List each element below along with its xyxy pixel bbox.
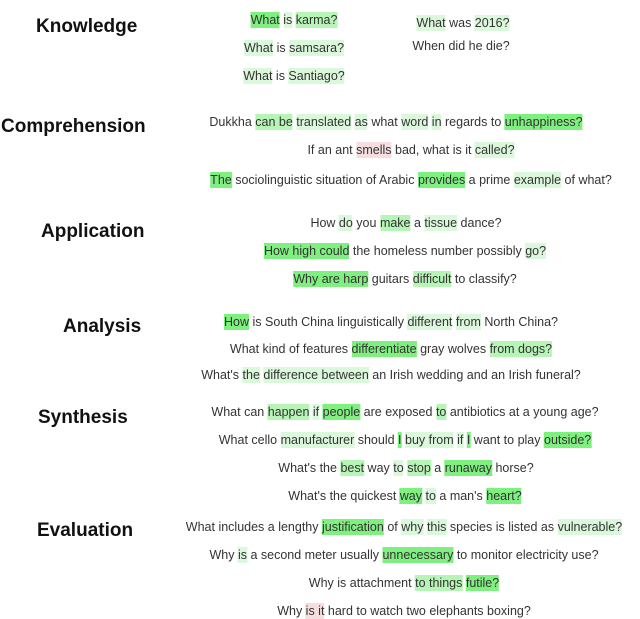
question-text: What kind of features: [229, 342, 352, 356]
question-text: a second meter usually: [246, 548, 383, 562]
question-text: was: [445, 16, 475, 30]
question-text: What cello: [218, 433, 281, 447]
question-text: of: [383, 520, 402, 534]
question-line: [186, 520, 622, 534]
highlighted-token: karma?: [295, 13, 338, 27]
question-line: [288, 489, 521, 503]
highlighted-token: manufacturer: [280, 433, 355, 447]
highlighted-token: vulnerable?: [557, 520, 623, 534]
question-line: [224, 315, 558, 329]
highlighted-token: The: [210, 173, 232, 187]
question-line: [278, 461, 533, 475]
highlighted-token: heart?: [486, 489, 522, 503]
question-text: guitars: [368, 272, 413, 286]
question-line: [201, 368, 581, 382]
highlighted-token: is: [283, 13, 293, 27]
highlighted-token: do: [338, 216, 353, 230]
question-text: horse?: [491, 461, 534, 475]
question-line: [210, 173, 612, 187]
question-text: sociolinguistic situation of Arabic: [231, 173, 418, 187]
question-text: Why: [209, 548, 238, 562]
question-text: North China?: [480, 315, 558, 329]
highlighted-token: called?: [474, 143, 515, 157]
highlighted-token: samsara?: [289, 41, 345, 55]
highlighted-token: the: [242, 368, 260, 382]
question-text: What's: [201, 368, 243, 382]
highlighted-token: difference between: [263, 368, 369, 382]
question-line: [277, 604, 531, 618]
highlighted-token: way: [399, 489, 422, 503]
question-text: way: [364, 461, 394, 475]
highlighted-token: best: [340, 461, 365, 475]
question-line: [244, 41, 344, 55]
highlighted-token: outside?: [543, 433, 592, 447]
highlighted-token: differentiate: [351, 342, 417, 356]
question-line: [309, 576, 499, 590]
highlighted-token: as: [354, 115, 368, 129]
highlighted-token: to: [425, 489, 436, 503]
highlighted-token: happen: [267, 405, 310, 419]
question-text: of what?: [561, 173, 612, 187]
highlighted-token: is: [237, 548, 247, 562]
category-synthesis: Synthesis: [38, 407, 128, 428]
highlighted-token: in: [431, 115, 442, 129]
highlighted-token: people: [322, 405, 361, 419]
question-text: antibiotics at a young age?: [446, 405, 599, 419]
highlighted-token: I: [466, 433, 471, 447]
highlighted-token: example: [513, 173, 562, 187]
question-text: If an ant: [307, 143, 357, 157]
question-text: want to play: [470, 433, 544, 447]
category-evaluation: Evaluation: [37, 520, 134, 541]
highlighted-token: translated: [296, 115, 352, 129]
highlighted-token: What: [416, 16, 446, 30]
question-text: species is listed as: [446, 520, 558, 534]
highlighted-token: word: [401, 115, 429, 129]
highlighted-token: is it: [305, 604, 325, 618]
highlighted-token: from dogs?: [489, 342, 553, 356]
highlighted-token: buy from: [404, 433, 454, 447]
highlighted-token: Why are harp: [293, 272, 369, 286]
question-line: [310, 216, 501, 230]
question-text: What's the quickest: [288, 489, 400, 503]
highlighted-token: Santiago?: [288, 69, 345, 83]
question-line: [243, 69, 344, 83]
question-line: [251, 13, 338, 27]
highlighted-token: why: [401, 520, 424, 534]
highlighted-token: stop: [407, 461, 431, 475]
question-text: gray wolves: [416, 342, 490, 356]
category-knowledge: Knowledge: [36, 16, 138, 37]
highlighted-token: from: [455, 315, 481, 329]
highlighted-token: tissue: [424, 216, 458, 230]
question-line: [293, 272, 517, 286]
highlighted-token: go?: [525, 244, 547, 258]
highlighted-token: if: [312, 405, 320, 419]
question-text: What includes a lengthy: [185, 520, 322, 534]
question-text: bad, what is it: [391, 143, 475, 157]
question-text: Dukkha: [209, 115, 256, 129]
highlighted-token: futile?: [465, 576, 500, 590]
question-line: [230, 342, 552, 356]
question-text: a: [430, 461, 445, 475]
question-line: [307, 143, 514, 157]
highlighted-token: How high could: [263, 244, 350, 258]
question-text: an Irish wedding and an Irish funeral?: [368, 368, 581, 382]
category-analysis: Analysis: [63, 316, 142, 337]
question-line: [211, 405, 598, 419]
highlighted-token: to: [435, 405, 447, 419]
highlighted-token: What: [243, 41, 274, 55]
question-text: a man's: [435, 489, 487, 503]
highlighted-token: can be: [255, 115, 293, 129]
highlighted-token: this: [426, 520, 447, 534]
question-text: hard to watch two elephants boxing?: [324, 604, 531, 618]
question-line: [209, 548, 598, 562]
question-text: should: [354, 433, 399, 447]
question-line: [412, 39, 509, 53]
question-line: [416, 16, 509, 30]
question-text: is: [272, 69, 289, 83]
question-text: a prime: [465, 173, 514, 187]
question-text: you: [352, 216, 380, 230]
question-text: to classify?: [451, 272, 517, 286]
highlighted-token: What: [250, 13, 280, 27]
category-application: Application: [41, 221, 145, 242]
highlighted-token: provides: [417, 173, 466, 187]
highlighted-token: to: [393, 461, 404, 475]
highlighted-token: to things: [415, 576, 463, 590]
highlighted-token: different: [407, 315, 453, 329]
question-text: is: [273, 41, 290, 55]
highlighted-token: 2016?: [474, 16, 510, 30]
highlighted-token: justification: [322, 520, 384, 534]
highlighted-token: difficult: [412, 272, 452, 286]
highlighted-token: unhappiness?: [504, 115, 583, 129]
question-line: [209, 115, 582, 129]
highlighted-token: runaway: [444, 461, 492, 475]
question-text: are exposed: [360, 405, 436, 419]
question-text: When did he die?: [412, 39, 510, 53]
highlighted-token: unnecessary: [382, 548, 454, 562]
question-text: is South China linguistically: [249, 315, 408, 329]
question-text: what: [367, 115, 402, 129]
question-text: Why is attachment: [308, 576, 416, 590]
question-text: to monitor electricity use?: [453, 548, 599, 562]
question-text: How: [310, 216, 339, 230]
highlighted-token: smells: [356, 143, 392, 157]
question-text: a: [410, 216, 425, 230]
question-text: dance?: [457, 216, 502, 230]
highlighted-token: I: [398, 433, 402, 447]
question-text: What's the: [278, 461, 341, 475]
highlighted-token: What: [243, 69, 273, 83]
question-text: the homeless number possibly: [349, 244, 526, 258]
highlighted-token: How: [224, 315, 250, 329]
question-line: [219, 433, 592, 447]
category-comprehension: Comprehension: [1, 116, 146, 137]
highlighted-token: make: [379, 216, 411, 230]
question-line: [264, 244, 546, 258]
question-text: What can: [211, 405, 268, 419]
highlighted-token: if: [457, 433, 464, 447]
question-text: Why: [277, 604, 306, 618]
question-text: regards to: [441, 115, 505, 129]
